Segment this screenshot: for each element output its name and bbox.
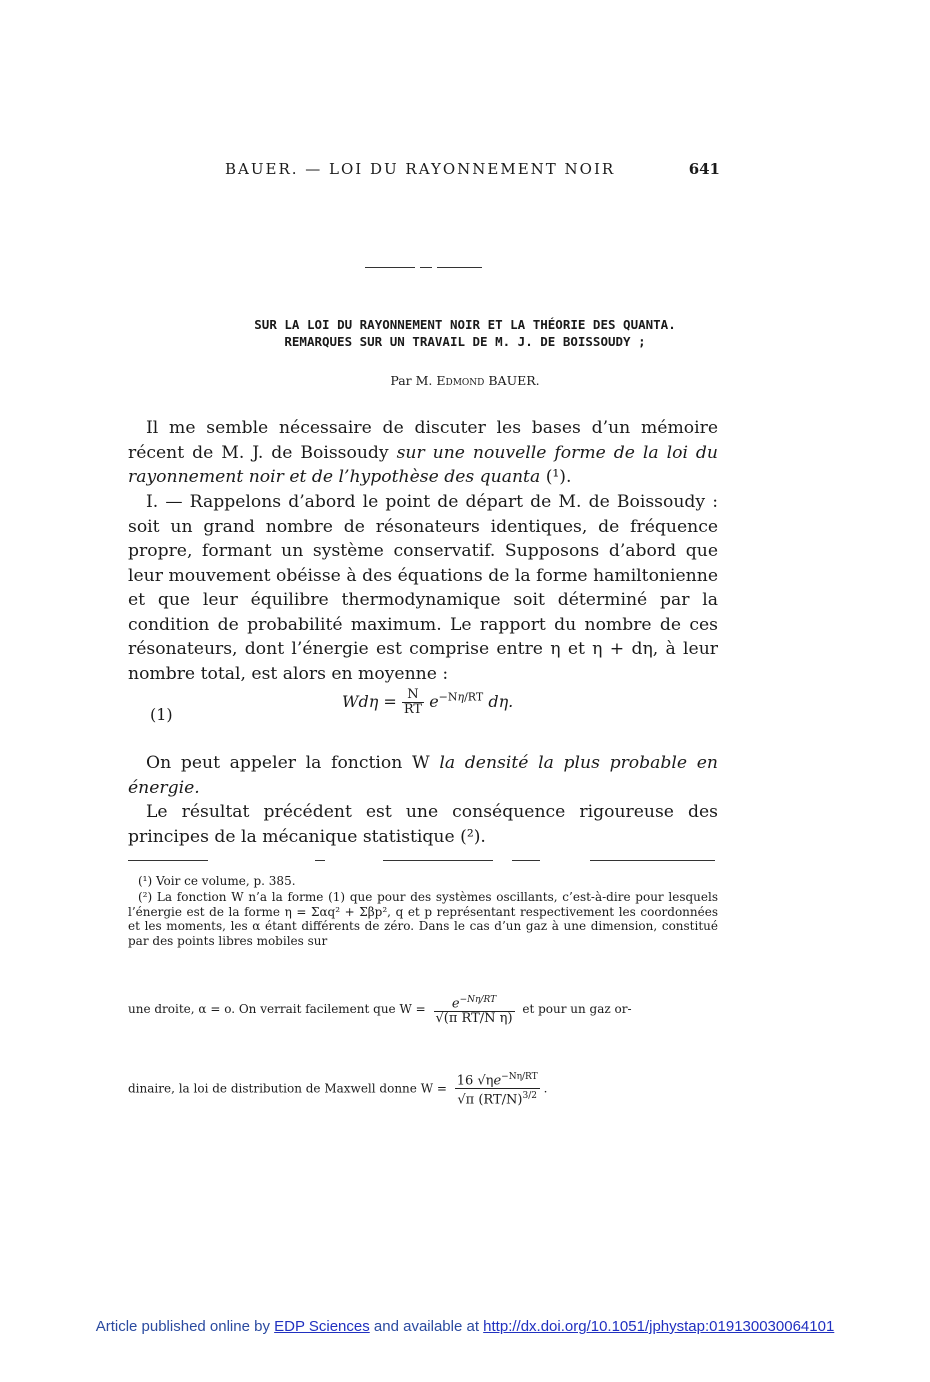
doi-link[interactable]: http://dx.doi.org/10.1051/jphystap:019130030064101 xyxy=(483,1318,835,1335)
publisher-footer xyxy=(0,1318,930,1335)
equation-lhs: Wdη = xyxy=(342,692,397,711)
article-title-line2: REMARQUES SUR UN TRAVAIL DE M. J. DE BOISSOUDY ; xyxy=(284,334,646,349)
maxwell-denominator: √π xyxy=(457,1092,475,1108)
equation-label: (1) xyxy=(150,705,173,724)
article-title xyxy=(130,316,800,350)
footnote-maxwell-line: dinaire, la loi de distribution de Maxwell donne W = xyxy=(128,1081,447,1096)
ornament-rule-left xyxy=(365,267,415,268)
running-header xyxy=(225,160,720,178)
equation-1: Wdη = $\frac{N}{RT}$ $e^{-N\eta/RT}$ dη. xyxy=(342,687,514,717)
footnote-rule-3 xyxy=(383,860,493,861)
author-prefix: Par M. xyxy=(390,373,433,388)
equation-tail: dη. xyxy=(488,692,514,711)
footer-prefix: Article published online by xyxy=(95,1318,275,1335)
definition-text: On peut appeler la fonction W xyxy=(146,753,440,773)
maxwell-fraction: $\frac{16 √\eta e^{-N\eta/RT}}{√\pi (RT/N)^{3/2}}$ xyxy=(456,1072,538,1108)
equation-numerator: N xyxy=(402,688,424,703)
footnote-gas-line-b: et pour un gaz or- xyxy=(522,1002,632,1017)
article-title-line1: SUR LA LOI DU RAYONNEMENT NOIR ET LA THÉORIE DES QUANTA. xyxy=(254,317,676,332)
intro-footnote-ref: (¹). xyxy=(545,467,572,487)
definition-italic: la densité la plus probable en énergie. xyxy=(128,753,718,798)
author-last-name: BAUER. xyxy=(488,373,540,388)
footnote-rule-5 xyxy=(590,860,715,861)
result-text: Le résultat précédent est une conséquence rigoureuse des principes de la mécanique statistique (²). xyxy=(128,802,718,847)
gas-fraction: $\frac{e^{-N\eta/RT}}{\text{√(π RT/N η)}}$ xyxy=(435,995,513,1027)
section-1-number: I. — xyxy=(146,492,190,512)
publisher-link[interactable]: EDP Sciences xyxy=(274,1318,370,1335)
footnote-1 xyxy=(128,874,718,889)
paragraph-intro xyxy=(128,416,718,490)
ornament-rule-mid xyxy=(420,267,432,268)
section-1-text: Rappelons d’abord le point de départ de M. de Boissoudy : soit un grand nombre de résonateurs identiques, de fréquence propre, formant un système conservatif. Supposons d’abord que leur mouvement obéisse à des équations de la forme hamiltonienne et que leur équilibre thermodynamique soit déterminé par la condition de probabilité maximum. Le rapport du nombre de ces résonateurs, dont l’énergie est comprise entre η et η + dη, à leur nombre total, est alors en moyenne : xyxy=(128,492,718,684)
intro-text: Il me semble nécessaire de discuter les bases d’un mémoire récent de M. J. de Boissoudy xyxy=(128,418,718,463)
running-title: BAUER. — LOI DU RAYONNEMENT NOIR xyxy=(225,160,616,178)
footnote-gas-line-a: une droite, α = o. On verrait facilement que W = xyxy=(128,1002,426,1017)
footnote-rule-4 xyxy=(512,860,540,861)
footnote-2-cont-1 xyxy=(128,993,718,1026)
paragraph-definition xyxy=(128,751,718,800)
equation-fraction xyxy=(402,688,424,717)
footnote-1-text: (¹) Voir ce volume, p. 385. xyxy=(138,874,296,888)
footnote-rule-1 xyxy=(128,860,208,861)
author-line xyxy=(130,373,800,388)
footnote-2-text: (²) La fonction W n’a la forme (1) que pour des systèmes oscillants, c’est-à-dire pour lesquels l’énergie est de la forme η = Σαq² + Σβp², q et p représentant respectivement les coordonnées et les moments, les α étant différents de zéro. Dans le cas d’un gaz à une dimension, constitué par des points libres mobiles sur xyxy=(128,890,718,948)
footer-middle: and available at xyxy=(369,1318,484,1335)
author-first-name: Edmond xyxy=(436,373,485,388)
maxwell-numerator: 16 √η xyxy=(456,1073,494,1089)
footnote-2-cont-2: dinaire, la loi de distribution de Maxwell donne W = $\frac{16 √\eta e^{-N\eta/RT}}{√\pi (RT/N)^{3/2}}$ . xyxy=(128,1072,548,1108)
intro-italic: sur une nouvelle forme de la loi du rayonnement noir et de l’hypothèse des quanta xyxy=(128,442,718,487)
paragraph-result xyxy=(128,800,718,849)
footnote-2 xyxy=(128,890,718,948)
page-number: 641 xyxy=(688,160,720,178)
footnote-rule-2 xyxy=(315,860,325,861)
ornament-rule-right xyxy=(437,267,482,268)
paragraph-section-1 xyxy=(128,490,718,686)
equation-denominator: RT xyxy=(403,702,423,717)
